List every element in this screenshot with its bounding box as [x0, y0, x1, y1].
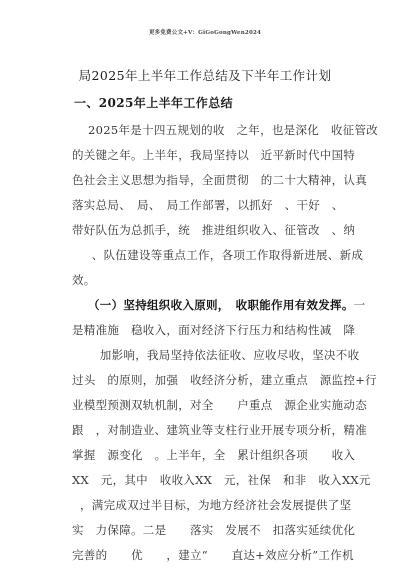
- subheading-bold: （一）坚持组织收入原则， 收职能作用有效发挥。: [88, 298, 354, 312]
- paragraph-line: 落实总局、 局、 局工作部署，以抓好 、干好 、: [72, 198, 344, 212]
- paragraph-line: 业模型预测双轨机制，对全 户重点 源企业实施动态: [72, 398, 367, 412]
- paragraph-line: 加影响，我局坚持依法征收、应收尽收，坚决不收: [88, 348, 360, 362]
- subheading-line: [88, 298, 388, 312]
- paragraph-line: 带好队伍为总抓手，统 推进组织收入、征管改 、纳: [72, 223, 356, 237]
- paragraph-line: 过头 的原则，加强 收经济分析，建立重点 源监控+行: [72, 373, 377, 387]
- subheading-tail: 一: [353, 298, 366, 312]
- paragraph-line: 色社会主义思想为指导，全面贯彻 的二十大精神，认真: [72, 173, 367, 187]
- paragraph-line: XX 元，其中 收收入XX 元，社保 和非 收入XX元: [72, 473, 371, 487]
- paragraph-line: 跟 ，对制造业、建筑业等支柱行业开展专项分析，精准: [72, 423, 367, 437]
- header-note: 更多免费公文+V：GiGoGongWen2024: [148, 30, 262, 36]
- paragraph-line: 实 力保障。二是 落实 发展不 扣落实延续优化: [72, 523, 356, 537]
- paragraph-line: 掌握 源变化 。上半年，全 累计组织各项 收入: [72, 448, 356, 462]
- section-heading: 一、2025年上半年工作总结: [74, 96, 233, 110]
- paragraph-line: 的关键之年。上半年，我局坚持以 近平新时代中国特: [72, 148, 356, 162]
- paragraph-line: 2025年是十四五规划的收 之年，也是深化 收征管改: [88, 123, 379, 137]
- document-title: 局2025年上半年工作总结及下半年工作计划: [78, 68, 332, 83]
- paragraph-line: 完善的 优 ，建立“ 直达+效应分析”工作机: [72, 548, 354, 562]
- paragraph-line: 效。: [72, 273, 96, 287]
- paragraph-line: ，满完成双过半目标，为地方经济社会发展提供了坚: [80, 498, 352, 512]
- paragraph-line: 、队伍建设等重点工作，各项工作取得新进展、新成: [80, 248, 364, 262]
- paragraph-line: 是精准施 稳收入，面对经济下行压力和结构性减 降: [72, 323, 356, 337]
